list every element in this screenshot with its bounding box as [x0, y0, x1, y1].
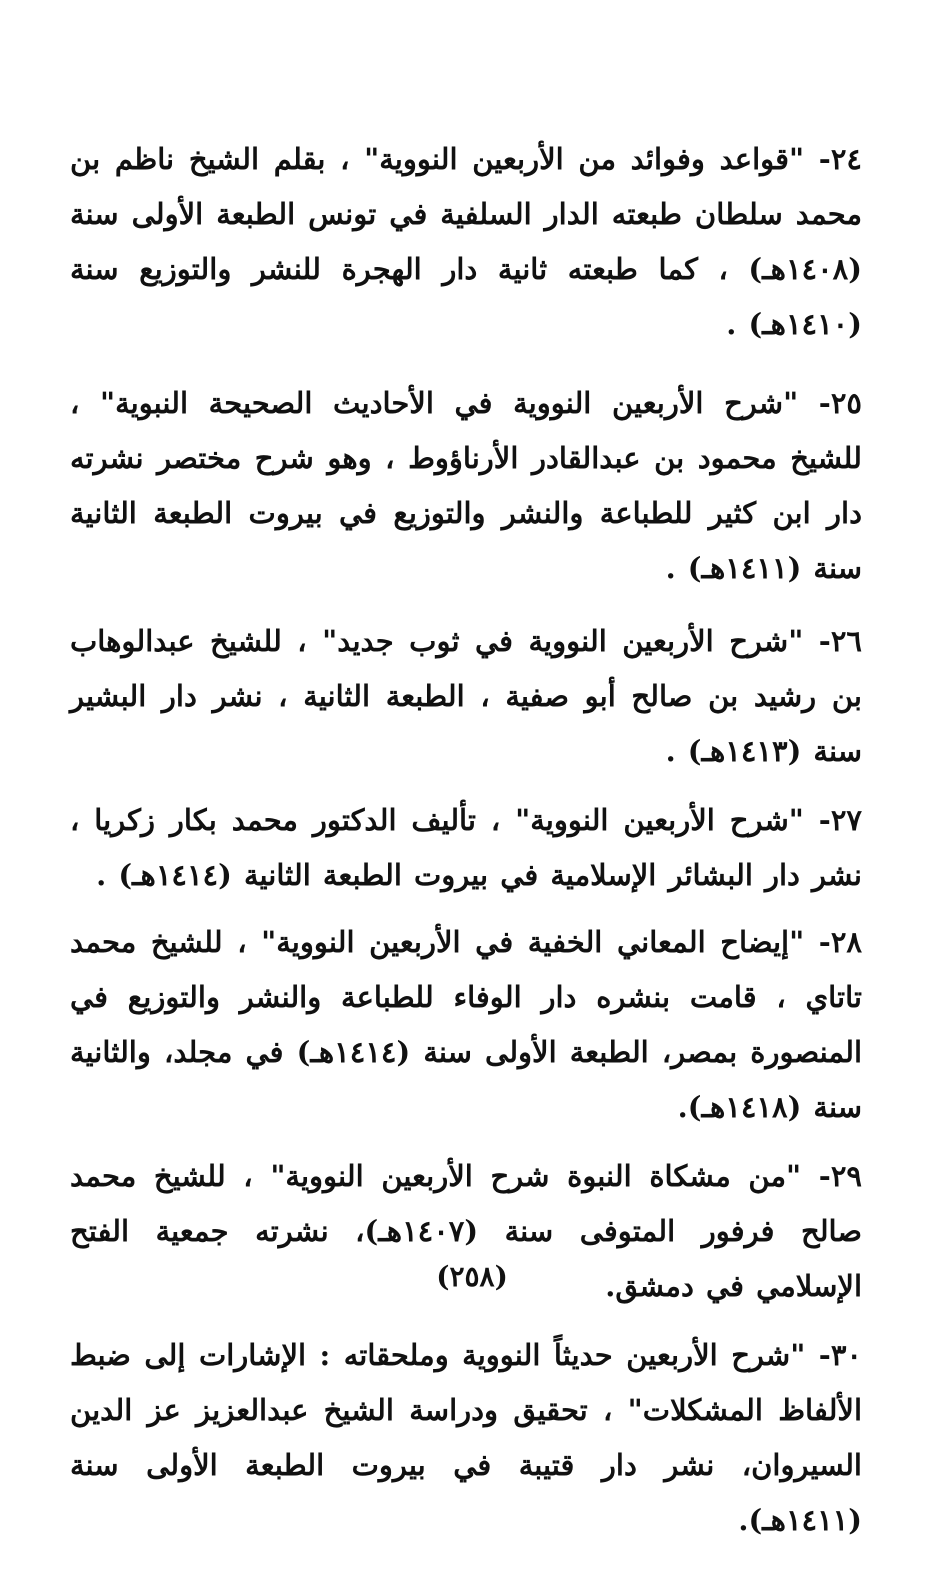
- page-number: (٢٥٨): [436, 1260, 508, 1293]
- bibliography-entry-27: ٢٧- "شرح الأربعين النووية" ، تأليف الدكتور محمد بكار زكريا ، نشر دار البشائر الإسلامية في بيروت الطبعة الثانية (١٤١٤هـ) .: [70, 803, 862, 892]
- bibliography-entry-28: ٢٨- "إيضاح المعاني الخفية في الأربعين النووية" ، للشيخ محمد تاتاي ، قامت بنشره دار الوفاء للطباعة والنشر والتوزيع في المنصورة بمصر، الطبعة الأولى سنة (١٤١٤هـ) في مجلد، والثانية سنة (١٤١٨هـ).: [70, 925, 863, 1124]
- bibliography-entry-29: ٢٩- "من مشكاة النبوة شرح الأربعين النووية" ، للشيخ محمد صالح فرفور المتوفى سنة (١٤٠٧هـ)، نشرته جمعية الفتح الإسلامي في دمشق.: [70, 1159, 862, 1303]
- bibliography-list: [70, 132, 862, 1572]
- bibliography-entry-24: ٢٤- "قواعد وفوائد من الأربعين النووية" ، بقلم الشيخ ناظم بن محمد سلطان طبعته الدار السلفية في تونس الطبعة الأولى سنة (١٤٠٨هـ) ، كما طبعته ثانية دار الهجرة للنشر والتوزيع سنة (١٤١٠هـ) .: [70, 142, 862, 341]
- bibliography-entry-25: ٢٥- "شرح الأربعين النووية في الأحاديث الصحيحة النبوية" ، للشيخ محمود بن عبدالقادر الأرناؤوط ، وهو شرح مختصر نشرته دار ابن كثير للطباعة والنشر والتوزيع في بيروت الطبعة الثانية سنة (١٤١١هـ) .: [70, 386, 862, 585]
- bibliography-entry-30: ٣٠- "شرح الأربعين حديثاً النووية وملحقاته : الإشارات إلى ضبط الألفاظ المشكلات" ، تحقيق ودراسة الشيخ عبدالعزيز عز الدين السيروان، نشر دار قتيبة في بيروت الطبعة الأولى سنة (١٤١١هـ).: [70, 1338, 862, 1537]
- bibliography-entry-26: ٢٦- "شرح الأربعين النووية في ثوب جديد" ، للشيخ عبدالوهاب بن رشيد بن صالح أبو صفية ، الطبعة الثانية ، نشر دار البشير سنة (١٤١٣هـ) .: [70, 624, 862, 768]
